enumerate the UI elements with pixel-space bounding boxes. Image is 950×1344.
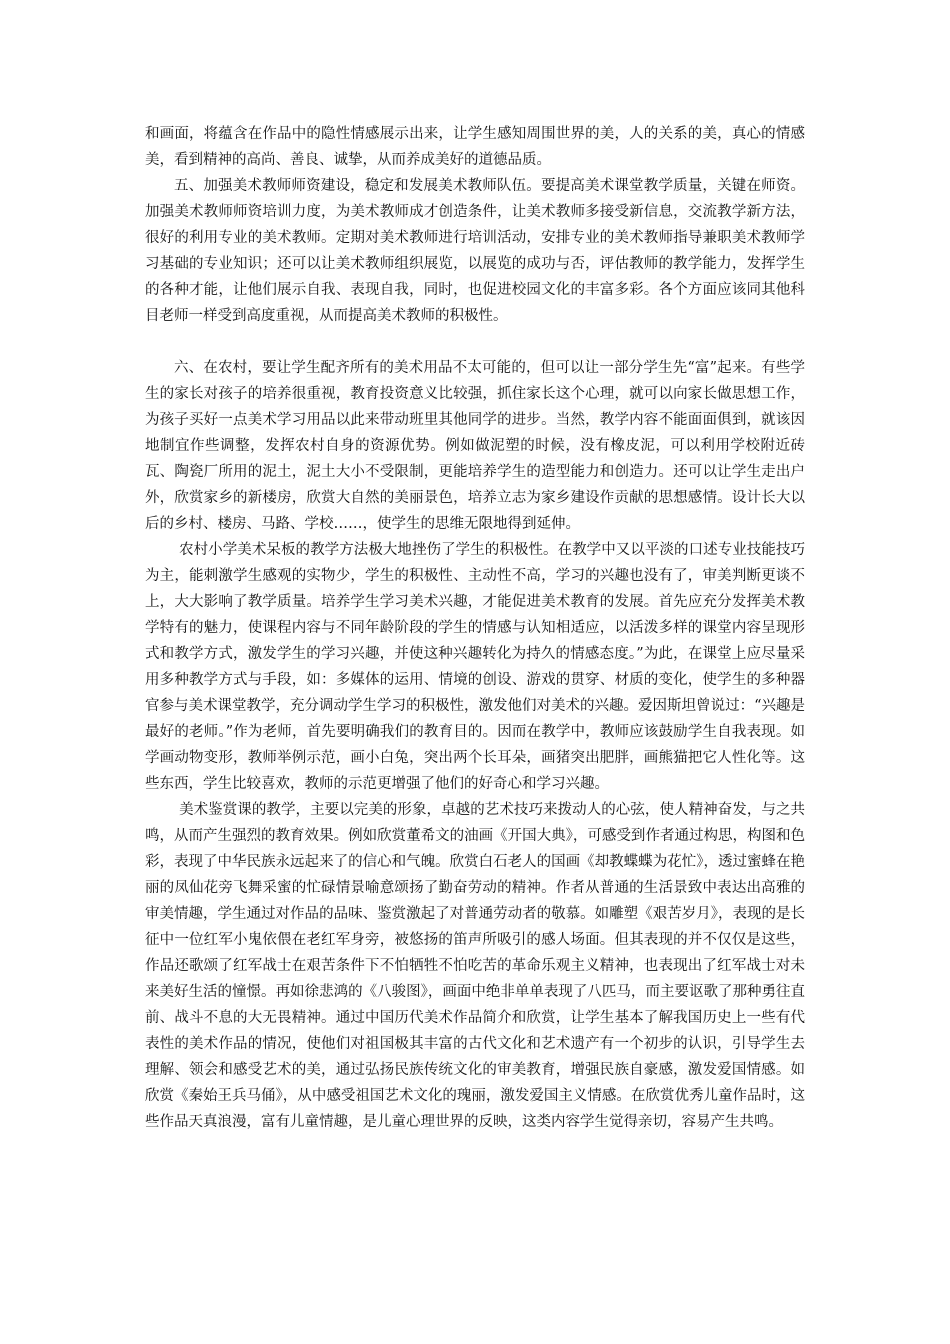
paragraph-section-six: 六、在农村，要让学生配齐所有的美术用品不太可能的，但可以让一部分学生先“富”起来。有些学生的家长对孩子的培养很重视，教育投资意义比较强，抓住家长这个心理，就可以向家长做思想工作，为孩子买好一点美术学习用品以此来带动班里其他同学的进步。当然，教学内容不能面面俱到，就该因地制宜作些调整，发挥农村自身的资源优势。例如做泥塑的时候，没有橡皮泥，可以利用学校附近砖瓦、陶瓷厂所用的泥土，泥土大小不受限制，更能培养学生的造型能力和创造力。还可以让学生走出户外，欣赏家乡的新楼房，欣赏大自然的美丽景色，培养立志为家乡建设作贡献的思想感情。设计长大以后的乡村、楼房、马路、学校……，使学生的思维无限地得到延伸。: [145, 360, 805, 532]
paragraph-gap: [145, 329, 805, 355]
paragraph-continuation: 和画面，将蕴含在作品中的隐性情感展示出来，让学生感知周围世界的美，人的关系的美，真心的情感美，看到精神的高尚、善良、诚挚，从而养成美好的道德品质。: [145, 126, 805, 168]
paragraph-section-five: 五、加强美术教师师资建设，稳定和发展美术教师队伍。要提高美术课堂教学质量，关键在师资。加强美术教师师资培训力度，为美术教师成才创造条件，让美术教师多接受新信息，交流教学新方法，很好的利用专业的美术教师。定期对美术教师进行培训活动，安排专业的美术教师指导兼职美术教师学习基础的专业知识；还可以让美术教师组织展览，以展览的成功与否，评估教师的教学能力，发挥学生的各种才能，让他们展示自我、表现自我，同时，也促进校园文化的丰富多彩。各个方面应该同其他科目老师一样受到高度重视，从而提高美术教师的积极性。: [145, 178, 805, 324]
document-page: [145, 121, 805, 1135]
paragraph-appreciation: 美术鉴赏课的教学，主要以完美的形象，卓越的艺术技巧来拨动人的心弦，使人精神奋发，与之共鸣，从而产生强烈的教育效果。例如欣赏董希文的油画《开国大典》，可感受到作者通过构思，构图和色彩，表现了中华民族永远起来了的信心和气魄。欣赏白石老人的国画《却教蝶蝶为花忙》，透过蜜蜂在艳丽的凤仙花旁飞舞采蜜的忙碌情景喻意颂扬了勤奋劳动的精神。作者从普通的生活景致中表达出高雅的审美情趣，学生通过对作品的品味、鉴赏激起了对普通劳动者的敬慕。如雕塑《艰苦岁月》，表现的是长征中一位红军小鬼依偎在老红军身旁，被悠扬的笛声所吸引的感人场面。但其表现的并不仅仅是这些，作品还歌颂了红军战士在艰苦条件下不怕牺牲不怕吃苦的革命乐观主义精神，也表现出了红军战士对未来美好生活的憧憬。再如徐悲鸿的《八骏图》，画面中绝非单单表现了八匹马，而主要讴歌了那种勇往直前、战斗不息的大无畏精神。通过中国历代美术作品简介和欣赏，让学生基本了解我国历史上一些有代表性的美术作品的情况，使他们对祖国极其丰富的古代文化和艺术遗产有一个初步的认识，引导学生去理解、领会和感受艺术的美，通过弘扬民族传统文化的审美教育，增强民族自豪感，激发爱国情感。如欣赏《秦始王兵马俑》，从中感受祖国艺术文化的瑰丽，激发爱国主义情感。在欣赏优秀儿童作品时，这些作品天真浪漫，富有儿童情趣，是儿童心理世界的反映，这类内容学生觉得亲切，容易产生共鸣。: [145, 802, 805, 1130]
paragraph-interest: 农村小学美术呆板的教学方法极大地挫伤了学生的积极性。在教学中又以平淡的口述专业技能技巧为主，能刺激学生感观的实物少，学生的积极性、主动性不高，学习的兴趣也没有了，审美判断更谈不上，大大影响了教学质量。培养学生学习美术兴趣，才能促进美术教育的发展。首先应充分发挥美术教学特有的魅力，使课程内容与不同年龄阶段的学生的情感与认知相适应，以活泼多样的课堂内容呈现形式和教学方式，激发学生的学习兴趣，并使这种兴趣转化为持久的情感态度。”为此，在课堂上应尽量采用多种教学方式与手段，如：多媒体的运用、情境的创设、游戏的贯穿、材质的变化，使学生的多种器官参与美术课堂教学，充分调动学生学习的积极性，激发他们对美术的兴趣。爱因斯坦曾说过：“兴趣是最好的老师。”作为老师，首先要明确我们的教育目的。因而在教学中，教师应该鼓励学生自我表现。如学画动物变形，教师举例示范，画小白兔，突出两个长耳朵，画猪突出肥胖，画熊猫把它人性化等。这些东西，学生比较喜欢，教师的示范更增强了他们的好奇心和学习兴趣。: [145, 542, 805, 792]
